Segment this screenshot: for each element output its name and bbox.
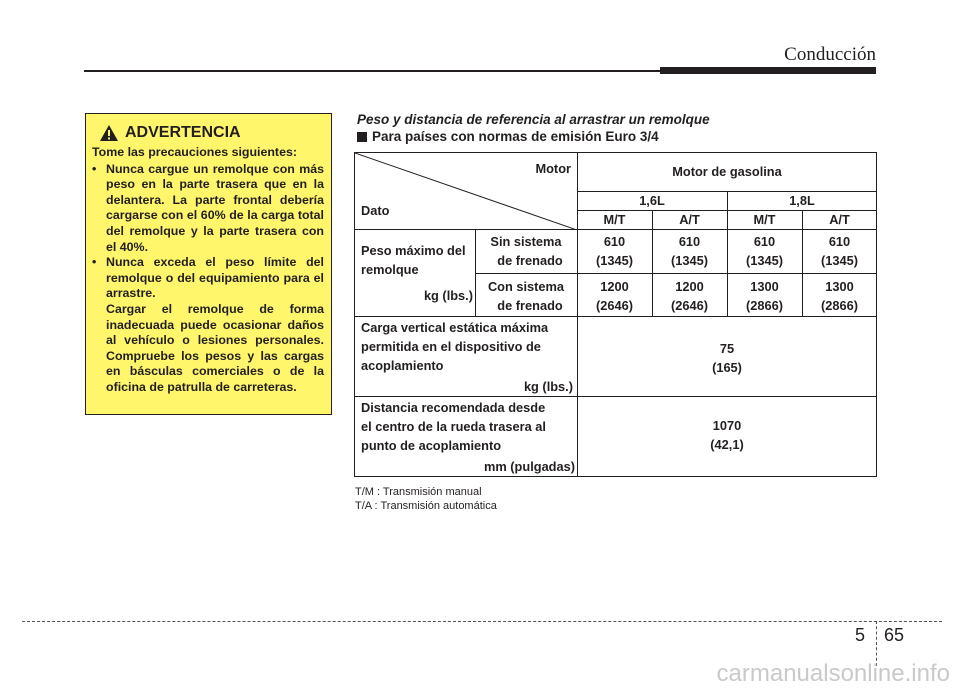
without-brake-label: de frenado — [497, 253, 563, 268]
warning-bullet-2-continued: Cargar el remolque de forma inadecuada puede ocasionar daños al vehículo o lesiones personales. Compruebe los pesos y las cargas en básculas comerciales o de la oficina de patrulla de carreteras. — [106, 301, 324, 394]
warning-title: ADVERTENCIA — [125, 124, 241, 141]
page-header-title: Conducción — [784, 44, 876, 65]
table-cell: 1200 — [675, 279, 704, 294]
page-number: 65 — [884, 625, 905, 645]
rule — [355, 229, 877, 230]
table-cell: (2866) — [746, 298, 783, 313]
static-load-label: acoplamiento — [361, 358, 444, 373]
engine-header: Motor de gasolina — [672, 164, 782, 179]
table-cell: (1345) — [596, 253, 633, 268]
distance-unit: mm (pulgadas) — [483, 459, 575, 474]
warning-bullet-2: • Nunca exceda el peso límite del remolque o del equipamiento para el arrastre. — [92, 255, 324, 301]
table-cell: (2646) — [671, 298, 708, 313]
engine-1-header: 1,6L — [639, 193, 665, 208]
engine-2-header: 1,8L — [789, 193, 815, 208]
corner-motor-label: Motor — [535, 161, 571, 176]
trans-header: M/T — [753, 212, 776, 227]
rule — [355, 396, 877, 397]
trans-header: M/T — [603, 212, 626, 227]
table-cell: 610 — [603, 234, 626, 249]
static-load-unit: kg (lbs.) — [523, 379, 573, 394]
footer-rule — [22, 621, 942, 622]
watermark: carmanualsonline.info — [716, 660, 950, 687]
table-cell: (1345) — [671, 253, 708, 268]
header-rule-thick — [660, 67, 876, 74]
table-cell: 610 — [678, 234, 701, 249]
warning-header — [99, 124, 324, 142]
section-subtitle: Para países con normas de emisión Euro 3/4 — [357, 129, 659, 144]
footnote: T/M : Transmisión manual — [355, 486, 482, 498]
table-cell: 1300 — [825, 279, 854, 294]
rule — [355, 316, 877, 317]
chapter-number: 5 — [855, 625, 866, 645]
table-cell: 610 — [828, 234, 851, 249]
table-cell: 1200 — [600, 279, 629, 294]
table-cell: (2646) — [596, 298, 633, 313]
max-weight-unit: kg (lbs.) — [423, 288, 473, 303]
distance-label: el centro de la rueda trasera al — [361, 419, 546, 434]
table-cell: (1345) — [746, 253, 783, 268]
header-rule — [84, 70, 660, 72]
square-bullet-icon — [357, 132, 367, 142]
trans-header: A/T — [679, 212, 700, 227]
max-weight-label: Peso máximo del — [361, 243, 466, 258]
towing-table — [354, 152, 877, 477]
table-cell: (1345) — [821, 253, 858, 268]
table-cell: (2866) — [821, 298, 858, 313]
warning-triangle-icon — [99, 124, 119, 142]
distance-value-alt: (42,1) — [710, 437, 744, 452]
distance-label: Distancia recomendada desde — [361, 400, 546, 415]
warning-box — [85, 113, 332, 415]
static-load-value: 75 — [719, 341, 735, 356]
without-brake-label: Sin sistema — [490, 234, 562, 249]
static-load-label: Carga vertical estática máxima — [361, 320, 549, 335]
max-weight-label: remolque — [361, 262, 419, 277]
distance-value: 1070 — [712, 418, 742, 433]
table-cell: 1300 — [750, 279, 779, 294]
trans-header: A/T — [829, 212, 850, 227]
corner-dato-label: Dato — [361, 203, 390, 218]
footnote: T/A : Transmisión automática — [355, 500, 497, 512]
warning-intro: Tome las precauciones siguientes: — [92, 145, 297, 159]
static-load-value-alt: (165) — [712, 360, 742, 375]
with-brake-label: de frenado — [497, 298, 563, 313]
distance-label: punto de acoplamiento — [361, 438, 502, 453]
table-cell: 610 — [753, 234, 776, 249]
static-load-label: permitida en el dispositivo de — [361, 339, 541, 354]
with-brake-label: Con sistema — [487, 279, 565, 294]
rule — [475, 273, 877, 274]
rule — [475, 229, 476, 316]
section-title: Peso y distancia de referencia al arrastrar un remolque — [357, 112, 710, 127]
warning-bullet-1: • Nunca cargue un remolque con más peso en la parte trasera que en la delantera. La parte frontal debería cargarse con el 60% de la carga total del remolque y la parte trasera con el 40%. — [92, 161, 324, 254]
